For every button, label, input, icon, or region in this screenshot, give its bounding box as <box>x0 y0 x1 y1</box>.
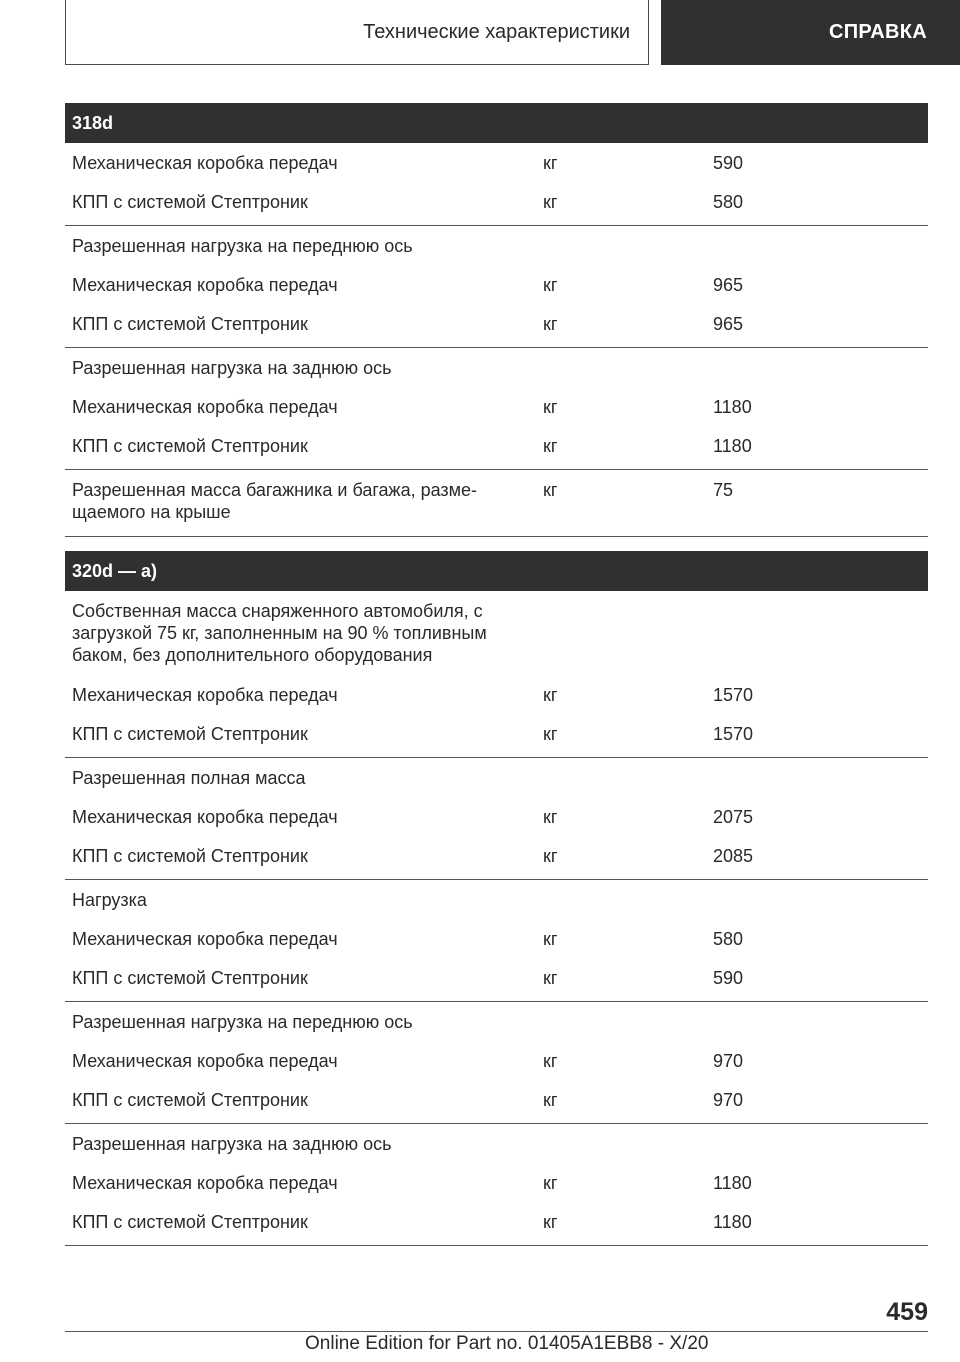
spec-group <box>65 470 928 537</box>
spec-group <box>65 1002 928 1124</box>
row-unit: кг <box>543 1089 558 1110</box>
row-unit: кг <box>543 274 558 295</box>
row-value: 965 <box>713 274 744 295</box>
row-value: 2075 <box>713 806 754 827</box>
table-row <box>65 919 928 958</box>
spec-heading-row <box>65 1124 928 1163</box>
table-row <box>65 675 928 714</box>
row-value: 1180 <box>713 1211 752 1232</box>
table-row <box>65 1202 928 1241</box>
table-row <box>65 1080 928 1119</box>
section-title: 320d — a) <box>65 551 928 591</box>
row-unit: кг <box>543 1050 558 1071</box>
row-value: 580 <box>713 191 744 212</box>
spec-heading-row <box>65 1002 928 1041</box>
row-label: Механическая коробка передач <box>72 1172 338 1193</box>
row-value: 1180 <box>713 396 752 417</box>
spec-group <box>65 591 928 758</box>
spec-group <box>65 880 928 1002</box>
row-unit: кг <box>543 1172 558 1193</box>
row-value: 1180 <box>713 1172 752 1193</box>
table-row <box>65 797 928 836</box>
row-unit: кг <box>543 845 558 866</box>
row-label: Механическая коробка передач <box>72 806 338 827</box>
row-value: 1180 <box>713 435 752 456</box>
spec-heading: Нагрузка <box>72 889 147 910</box>
row-value: 1570 <box>713 684 754 705</box>
row-value: 970 <box>713 1050 744 1071</box>
row-label: Разрешенная масса багажника и багажа, разме- щаемого на крыше <box>72 480 478 522</box>
table-row <box>65 304 928 343</box>
section-title: СПРАВКА <box>828 21 927 43</box>
row-value: 590 <box>713 967 744 988</box>
row-unit: кг <box>543 480 558 500</box>
row-value: 75 <box>713 480 734 500</box>
row-label: КПП с системой Стептроник <box>72 1211 308 1232</box>
spec-table-320d <box>65 551 928 1246</box>
row-label: КПП с системой Стептроник <box>72 191 308 212</box>
row-unit: кг <box>543 396 558 417</box>
spec-heading-row <box>65 880 928 919</box>
row-label: Механическая коробка передач <box>72 274 338 295</box>
table-row <box>65 143 928 182</box>
row-unit: кг <box>543 435 558 456</box>
row-value: 970 <box>713 1089 744 1110</box>
chapter-tab <box>65 0 649 65</box>
row-unit: кг <box>543 313 558 334</box>
footer-edition: Online Edition for Part no. 01405A1EBB8 - X/20 <box>305 1333 709 1354</box>
table-row <box>65 387 928 426</box>
row-label: КПП с системой Стептроник <box>72 967 308 988</box>
row-unit: кг <box>543 928 558 949</box>
spec-heading-row <box>65 226 928 265</box>
row-unit: кг <box>543 806 558 827</box>
table-row <box>65 836 928 875</box>
spec-group <box>65 226 928 348</box>
row-label: КПП с системой Стептроник <box>72 313 308 334</box>
row-label: КПП с системой Стептроник <box>72 1089 308 1110</box>
row-unit: кг <box>543 684 558 705</box>
spec-group <box>65 143 928 226</box>
row-unit: кг <box>543 152 558 173</box>
table-row <box>65 714 928 753</box>
spec-heading-row <box>65 348 928 387</box>
row-unit: кг <box>543 1211 558 1232</box>
spec-heading: Собственная масса снаряженного автомобиля, с загрузкой 75 кг, заполненным на 90 % топливным баком, без дополнительного оборудования <box>72 601 487 665</box>
table-row <box>65 470 928 532</box>
row-value: 1570 <box>713 723 754 744</box>
chapter-title: Технические характеристики <box>363 20 630 43</box>
row-unit: кг <box>543 967 558 988</box>
footer-divider <box>65 1331 928 1332</box>
table-row <box>65 1041 928 1080</box>
row-value: 2085 <box>713 845 754 866</box>
row-label: Механическая коробка передач <box>72 152 338 173</box>
row-label: Механическая коробка передач <box>72 684 338 705</box>
section-title: 318d <box>65 103 928 143</box>
spec-heading-row <box>65 758 928 797</box>
row-label: Механическая коробка передач <box>72 928 338 949</box>
row-value: 580 <box>713 928 744 949</box>
row-label: КПП с системой Стептроник <box>72 845 308 866</box>
spec-heading: Разрешенная нагрузка на заднюю ось <box>72 1133 392 1154</box>
row-label: Механическая коробка передач <box>72 1050 338 1071</box>
spec-heading-row <box>65 591 928 675</box>
row-label: Механическая коробка передач <box>72 396 338 417</box>
row-unit: кг <box>543 191 558 212</box>
section-tab <box>661 0 960 65</box>
table-row <box>65 426 928 465</box>
spec-heading: Разрешенная полная масса <box>72 767 306 788</box>
table-row <box>65 1163 928 1202</box>
row-label: КПП с системой Стептроник <box>72 723 308 744</box>
row-value: 590 <box>713 152 744 173</box>
row-unit: кг <box>543 723 558 744</box>
table-row <box>65 265 928 304</box>
page-number: 459 <box>886 1298 928 1326</box>
spec-table-318d <box>65 103 928 537</box>
table-row <box>65 958 928 997</box>
spec-group <box>65 758 928 880</box>
row-value: 965 <box>713 313 744 334</box>
spec-heading: Разрешенная нагрузка на заднюю ось <box>72 357 392 378</box>
row-label: КПП с системой Стептроник <box>72 435 308 456</box>
spec-group <box>65 348 928 470</box>
spec-heading: Разрешенная нагрузка на переднюю ось <box>72 1011 413 1032</box>
spec-heading: Разрешенная нагрузка на переднюю ось <box>72 235 413 256</box>
spec-group <box>65 1124 928 1246</box>
table-row <box>65 182 928 221</box>
